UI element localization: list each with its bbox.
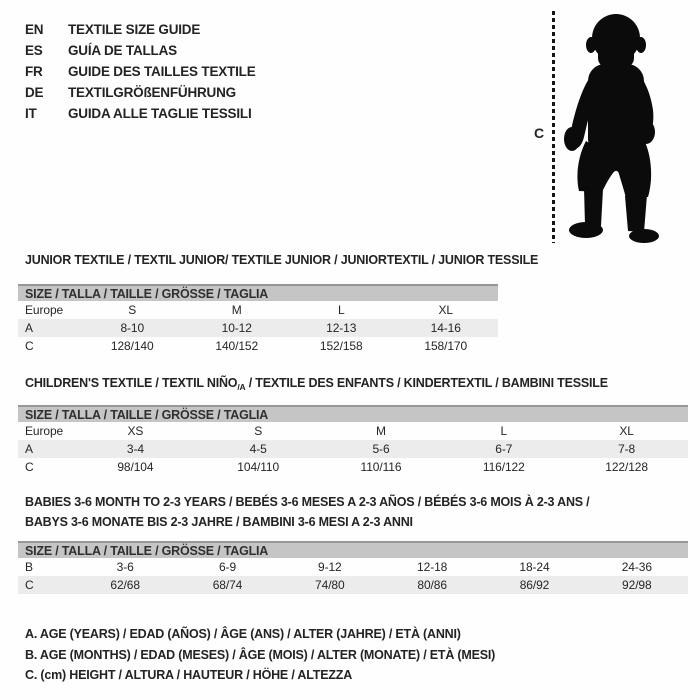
row-label: A: [25, 442, 33, 456]
age-cell: 8-10: [120, 321, 145, 335]
language-label: TEXTILGRÖßENFÜHRUNG: [68, 85, 236, 100]
table-row: [18, 458, 688, 476]
size-cell: L: [500, 424, 508, 438]
row-label: C: [25, 460, 34, 474]
language-label: TEXTILE SIZE GUIDE: [68, 22, 201, 37]
height-cell: 68/74: [212, 578, 243, 592]
list-item: [25, 103, 256, 124]
dotted-height-line: [552, 11, 555, 243]
height-cell: 74/80: [315, 578, 345, 592]
babies-table-title-line2: BABYS 3-6 MONATE BIS 2-3 JAHRE / BAMBINI 3-6 MESI A 2-3 ANNI: [25, 515, 413, 529]
language-title-list: [25, 19, 256, 124]
row-label: B: [25, 560, 33, 574]
height-cell: 80/86: [417, 578, 447, 592]
size-cell: M: [231, 303, 242, 317]
size-cell: XL: [438, 303, 453, 317]
size-cell: S: [128, 303, 137, 317]
language-code: EN: [25, 22, 44, 37]
age-cell: 14-16: [430, 321, 461, 335]
height-cell: 110/116: [360, 460, 402, 474]
height-cell: 158/170: [424, 339, 468, 353]
size-cell: M: [376, 424, 386, 438]
language-code: ES: [25, 43, 43, 58]
table-row: [18, 576, 688, 594]
footnote-c: C. (cm) HEIGHT / ALTURA / HAUTEUR / HÖHE / ALTEZZA: [25, 668, 353, 682]
table-row: [18, 319, 498, 337]
height-cell: 98/104: [117, 460, 154, 474]
babies-size-table: [18, 558, 688, 594]
age-cell: 3-4: [126, 442, 144, 456]
children-size-table: [18, 422, 688, 476]
list-item: [25, 82, 256, 103]
height-cell: 122/128: [605, 460, 648, 474]
height-cell: 86/92: [519, 578, 550, 592]
table-row: [18, 558, 688, 576]
language-label: GUIDE DES TAILLES TEXTILE: [68, 64, 256, 79]
age-cell: 4-5: [249, 442, 267, 456]
title-subscript: /A: [237, 382, 246, 392]
height-cell: 128/140: [110, 339, 154, 353]
height-cell: 152/158: [319, 339, 363, 353]
children-table-title: [25, 376, 608, 392]
table-row: [18, 440, 688, 458]
age-cell: 12-18: [417, 560, 448, 574]
size-cell: L: [337, 303, 345, 317]
size-header-bar: SIZE / TALLA / TAILLE / GRÖSSE / TAGLIA: [18, 541, 688, 558]
footnote-a: A. AGE (YEARS) / EDAD (AÑOS) / ÂGE (ANS) / ALTER (JAHRE) / ETÀ (ANNI): [25, 627, 461, 641]
size-cell: S: [254, 424, 263, 438]
table-row: [18, 301, 498, 319]
row-label: Europe: [25, 303, 64, 317]
height-cell: 140/152: [215, 339, 259, 353]
language-code: DE: [25, 85, 44, 100]
height-cell: 104/110: [237, 460, 280, 474]
size-header-bar: SIZE / TALLA / TAILLE / GRÖSSE / TAGLIA: [18, 284, 498, 301]
row-label: C: [25, 339, 34, 353]
size-header-bar: SIZE / TALLA / TAILLE / GRÖSSE / TAGLIA: [18, 405, 688, 422]
age-cell: 5-6: [372, 442, 390, 456]
toddler-silhouette: [558, 8, 662, 245]
list-item: [25, 40, 256, 61]
age-cell: 6-9: [218, 560, 237, 574]
junior-size-table: [18, 301, 498, 355]
children-table: [18, 405, 688, 476]
age-cell: 3-6: [116, 560, 134, 574]
age-cell: 7-8: [618, 442, 636, 456]
title-part: / TEXTILE DES ENFANTS / KINDERTEXTIL / BAMBINI TESSILE: [245, 376, 608, 390]
junior-table: [18, 284, 498, 355]
table-row: [18, 422, 688, 440]
title-part: CHILDREN'S TEXTILE / TEXTIL NIÑO: [25, 376, 238, 390]
language-code: FR: [25, 64, 43, 79]
list-item: [25, 19, 256, 40]
babies-table-title-line1: BABIES 3-6 MONTH TO 2-3 YEARS / BEBÉS 3-6 MESES A 2-3 AÑOS / BÉBÉS 3-6 MOIS À 2-3 ANS /: [25, 495, 590, 509]
row-label: A: [25, 321, 33, 335]
size-cell: XL: [619, 424, 634, 438]
footnote-b: B. AGE (MONTHS) / EDAD (MESES) / ÂGE (MOIS) / ALTER (MONATE) / ETÀ (MESI): [25, 647, 496, 662]
age-cell: 9-12: [318, 560, 342, 574]
height-cell: 116/122: [482, 460, 525, 474]
age-cell: 12-13: [326, 321, 357, 335]
age-cell: 10-12: [221, 321, 252, 335]
height-marker-label: C: [534, 125, 545, 141]
height-cell: 62/68: [110, 578, 140, 592]
language-code: IT: [25, 106, 37, 121]
list-item: [25, 61, 256, 82]
age-cell: 6-7: [495, 442, 513, 456]
age-cell: 18-24: [519, 560, 550, 574]
row-label: Europe: [25, 424, 64, 438]
language-label: GUIDA ALLE TAGLIE TESSILI: [68, 106, 252, 121]
junior-table-title: JUNIOR TEXTILE / TEXTIL JUNIOR/ TEXTILE JUNIOR / JUNIORTEXTIL / JUNIOR TESSILE: [25, 253, 539, 267]
table-row: [18, 337, 498, 355]
size-cell: XS: [127, 424, 144, 438]
footnotes: [25, 624, 495, 686]
height-cell: 92/98: [622, 578, 652, 592]
row-label: C: [25, 578, 34, 592]
babies-table: [18, 541, 688, 594]
language-label: GUÍA DE TALLAS: [68, 43, 177, 58]
age-cell: 24-36: [621, 560, 652, 574]
